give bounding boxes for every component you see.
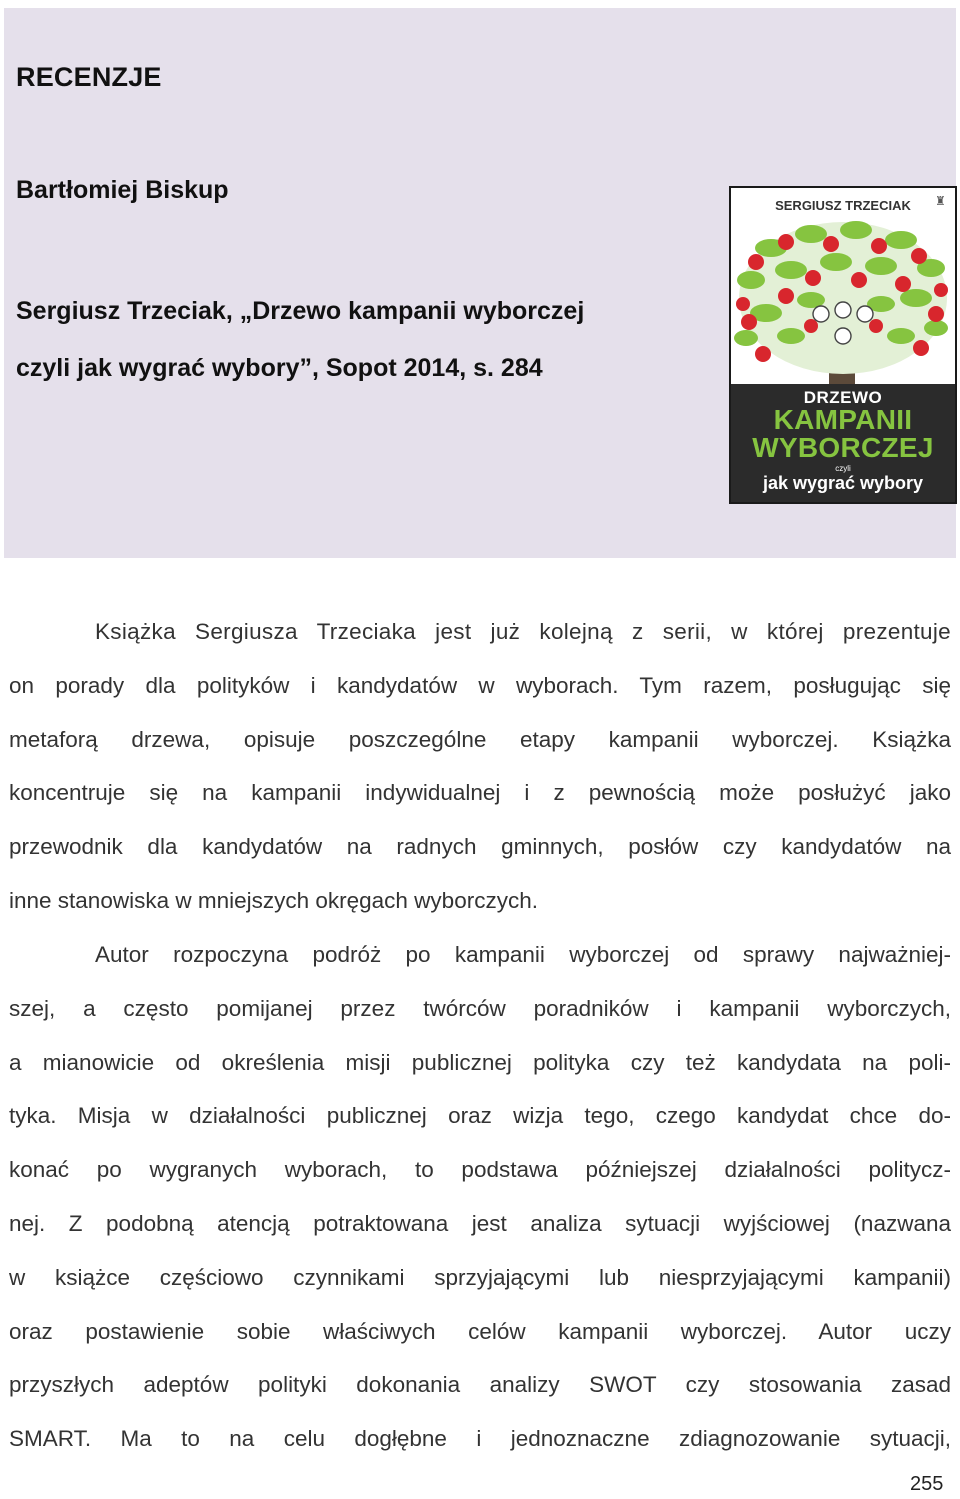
text-line: przewodnik dla kandydatów na radnych gminnych, posłów czy kandydatów na (9, 834, 951, 860)
text-line: on porady dla polityków i kandydatów w wyborach. Tym razem, posługując się (9, 672, 951, 698)
book-title-line: Sergiusz Trzeciak, „Drzewo kampanii wyborczej (16, 297, 585, 325)
cover-title-line: DRZEWO (803, 388, 883, 407)
text-line: oraz postawienie sobie właściwych celów kampanii wyborczej. Autor uczy (9, 1318, 951, 1344)
cover-title-small: czyli (835, 464, 851, 473)
text-line: SMART. Ma to na celu dogłębne i jednoznaczne zdiagnozowanie sytuacji, (9, 1426, 951, 1452)
text-line: nej. Z podobną atencją potraktowana jest analiza sytuacji wyjściowej (nazwana (9, 1210, 951, 1236)
cover-author: SERGIUSZ TRZECIAK (775, 198, 911, 213)
cover-illustration-area (731, 188, 955, 384)
text-line: a mianowicie od określenia misji publicznej polityka czy też kandydata na poli- (9, 1049, 951, 1075)
section-label: RECENZJE (16, 62, 162, 92)
text-line: przyszłych adeptów polityki dokonania analizy SWOT czy stosowania zasad (9, 1372, 951, 1398)
publisher-logo-icon: ♜ (935, 194, 946, 208)
book-title-line: czyli jak wygrać wybory”, Sopot 2014, s. 284 (16, 354, 543, 382)
text-line: konać po wygranych wyborach, to podstawa późniejszej działalności politycz- (9, 1157, 951, 1183)
text-line: metaforą drzewa, opisuje poszczególne etapy kampanii wyborczej. Książka (9, 726, 951, 752)
text-line: tyka. Misja w działalności publicznej oraz wizja tego, czego kandydat chce do- (9, 1103, 951, 1129)
cover-title-line: WYBORCZEJ (752, 432, 934, 463)
book-cover (731, 188, 955, 502)
text-line: Książka Sergiusza Trzeciaka jest już kolejną z serii, w której prezentuje (95, 619, 951, 644)
body-paragraph (9, 605, 951, 928)
text-line: w książce częściowo czynnikami sprzyjającymi lub niesprzyjającymi kampanii) (9, 1264, 951, 1290)
cover-subtitle: jak wygrać wybory (762, 473, 924, 493)
body-paragraph (9, 928, 951, 1466)
text-line: szej, a często pomijanej przez twórców poradników i kampanii wyborczych, (9, 995, 951, 1021)
book-title (16, 283, 716, 397)
text-line: inne stanowiska w mniejszych okręgach wyborczych. (9, 887, 538, 913)
reviewer-name: Bartłomiej Biskup (16, 176, 229, 204)
page-number: 255 (910, 1473, 944, 1495)
text-line: Autor rozpoczyna podróż po kampanii wyborczej od sprawy najważniej- (95, 942, 951, 967)
cover-title-line: KAMPANII (773, 404, 913, 435)
tree-illustration-icon (731, 218, 955, 384)
text-line: koncentruje się na kampanii indywidualnej i z pewnością może posłużyć jako (9, 780, 951, 806)
